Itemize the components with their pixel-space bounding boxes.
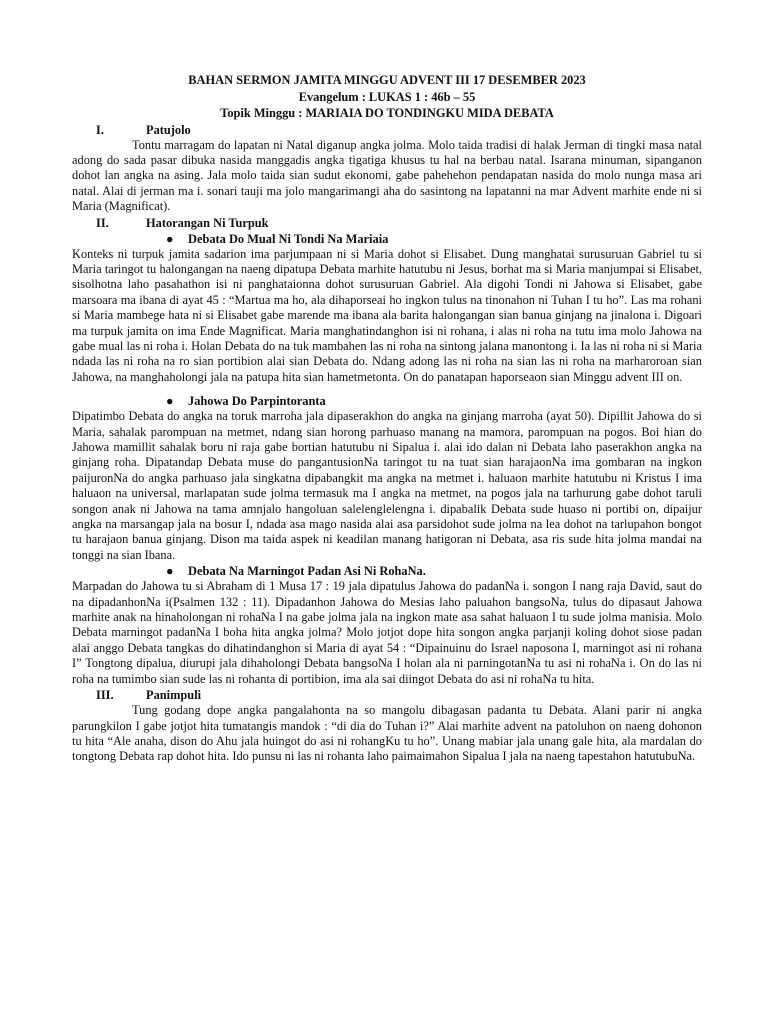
paragraph-panimpuli: Tung godang dope angka pangalahonta na so mangolu dibagasan padanta tu Debata. Alani parir ni angka parungkilon I gabe jotjot hita tumatangis mandok : “di dia do Tuhan i?” Alai marhite advent na patoluhon on naeng dohonon tu hita “Ale anaha, dison do Ahu jala huingot do asi ni rohangKu tu ho”. Unang mabiar jala unang gale hita, ala mardalan do tongtong Debata rap dohot hita. Ido punsu ni las ni rohanta laho paimaimahon Sipalua I jala na naeng tapestahon hatutubuNa. — [72, 703, 702, 764]
paragraph-patujolo: Tontu marragam do lapatan ni Natal diganup angka jolma. Molo taida tradisi di halak Jerman di tingki masa natal adong do sada pasar dibuka nasida manggadis angka tigatiga khusus tu hal na berbau natal. Isarana minuman, sipanganon dohot lan angka na asing. Jala molo taida sian sudut ekonomi, gabe pahehehon pendapatan nasida do molo nunga masa ari natal. Alai di jerman ma i. sonari tauji ma jolo mangarimangi aha do sasintong na lapatanni na mar Advent marhite ende ni si Maria (Magnificat). — [72, 137, 702, 214]
section-number: III. — [96, 688, 114, 703]
evangelum-line: Evangelum : LUKAS 1 : 46b – 55 — [298, 89, 476, 104]
subheading-padan-asi — [72, 563, 702, 579]
subheading-mual-ni-tondi — [72, 231, 702, 247]
subheading-title: Debata Do Mual Ni Tondi Na Mariaia — [188, 231, 389, 246]
bullet-icon: ● — [166, 394, 174, 409]
subheading-title: Debata Na Marningot Padan Asi Ni RohaNa. — [188, 564, 426, 579]
section-title: Panimpuli — [146, 688, 202, 703]
bullet-icon: ● — [166, 231, 174, 246]
document-page — [72, 72, 702, 765]
section-title: Hatorangan Ni Turpuk — [146, 215, 269, 230]
paragraph-mual-ni-tondi: Konteks ni turpuk jamita sadarion ima parjumpaan ni si Maria dohot si Elisabet. Dung manghatai surusuruan Gabriel tu si Maria taringot tu halongangan na naeng dipatupa Debata marhite hatutubu ni Jesus, borhat ma si Maria manjumpai si Elisabet, sisolhotna laho pasahathon isi ni panghataionna dohot surusuruan Gabriel. Ala digohi Tondi ni Jahowa si Elisabet, gabe marsoara ma ibana di ayat 45 : “Martua ma ho, ala dihaporseai ho ingkon tulus na tinonahon ni Tuhan I tu ho”. Las ma rohani si Maria mambege hata ni si Elisabet gabe marende ma ibana ala barita halongangan sian banua ginjang na jinalona i. Digoari ma turpuk jamita on ima Ende Magnificat. Maria manghatindanghon isi ni rohana, i alas ni roha na tutu ima molo Jahowa na gabe mual las ni roha i. Holan Debata do na tuk mambahen las ni roha na sintong jalana manontong i. Ia las ni roha ni si Maria ndada las ni roha na ro sian portibion alai sian Debata do. Ndang adong las ni roha na sian las ni roha na marharoroan sian Jahowa, na manghaholongi jala na patupa hita sian hametmetonta. On do panatapan haporseaon sian Minggu advent III on. — [72, 246, 702, 384]
section-heading-panimpuli — [72, 687, 702, 703]
bullet-icon: ● — [166, 564, 174, 579]
section-heading-hatorangan — [72, 215, 702, 231]
document-title: BAHAN SERMON JAMITA MINGGU ADVENT III 17 DESEMBER 2023 — [188, 73, 586, 87]
section-title: Patujolo — [146, 122, 191, 137]
section-number: II. — [96, 215, 109, 230]
section-number: I. — [96, 122, 104, 137]
paragraph-parpintoranta: Dipatimbo Debata do angka na toruk marroha jala dipaserakhon do angka na ginjang marroha (ayat 50). Dipillit Jahowa do si Maria, sahalak parompuan na metmet, ndang sian horong parhuaso manang na mamora, parompuan na pogos. Boi hian do Jahowa mamillit sahalak boru ni raja gabe bortian hatutubu ni Sipalua i. alai ido dalan ni Debata laho paserakhon angka na ginjang roha. Dipatandap Debata muse do pangantusionNa taringot tu na tuat sian harajaonNa ima gombaran na ingkon paijuronNa do angka parhuaso jala singkatna dipabangkit ma angka na metmet i. haluaon marhite hatutubu ni Kristus I ima haluaon na universal, marlapatan sude jolma termasuk ma I angka na metmet, na pogos jala na tarhurung gabe dohot taruli songon anak ni Jahowa na tama amnjalo hangoluan salelenglelengna i. dipabalik Debata sude huaso ni portibi on, dipaijur angka na marsangap jala na bosur I, ndada asa mago nasida alai asa parsidohot sude jolma na lea dohot na tarlupahon bongot tu harajaon banua ginjang. Dison ma taida aspek ni keadilan manang hatigoran ni Debata, asa ris sude hita jolma mandai na tonggi na sian Ibana. — [72, 409, 702, 562]
subheading-title: Jahowa Do Parpintoranta — [188, 394, 326, 409]
topik-line: Topik Minggu : MARIAIA DO TONDINGKU MIDA DEBATA — [220, 106, 554, 120]
paragraph-padan-asi: Marpadan do Jahowa tu si Abraham di 1 Musa 17 : 19 jala dipatulus Jahowa do padanNa i. songon I nang raja David, saut do na dipadanhonNa i(Psalmen 132 : 11). Dipadanhon Jahowa do Mesias laho paluahon bangsoNa, tulus do dipasaut Jahowa marhite anak na hinaholongan ni rohaNa I na gabe jolma jala na ingkon mate asa sahat haluaon I tu sude jolma manisia. Molo Debata marningot padanNa I boha hita angka jolma? Molo jotjot dope hita songon angka parjanji koling dohot siose padan alai anggo Debata tangkas do dihatindanghon si Maria di ayat 54 : “Dipainuinu do Israel naposona I, marningot asi ni rohana I” Tongtong dipalua, diurupi jala dihaholongi Debata bangsoNa I holan ala ni parningotanNa tu asi ni rohaNa i. On do las ni roha na tumimbo sian sude las ni rohanta di portibion, ima ala sai diingot Debata do asi ni rohaNa tu hita. — [72, 579, 702, 686]
section-heading-patujolo — [72, 122, 702, 138]
subheading-parpintoranta — [72, 393, 702, 409]
